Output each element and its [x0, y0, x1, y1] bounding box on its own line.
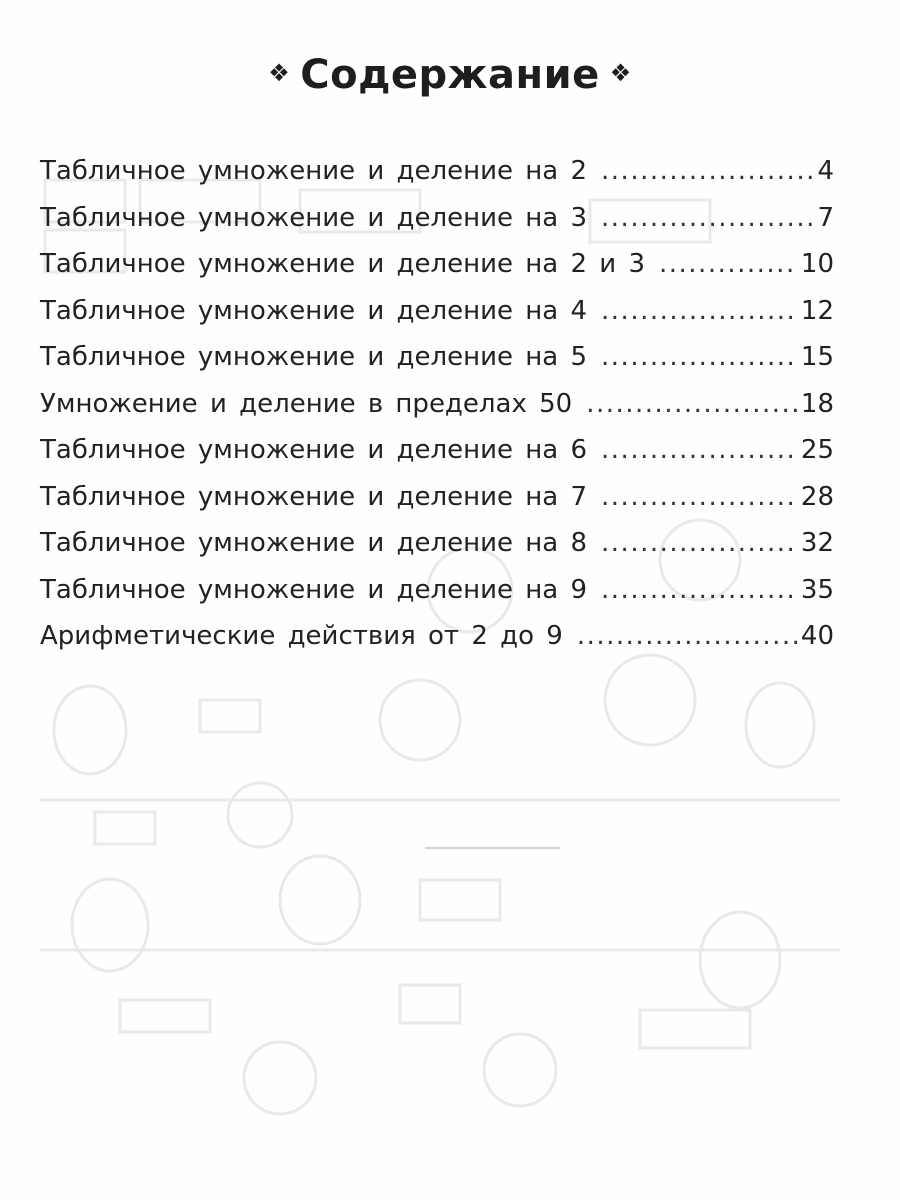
toc-heading [0, 52, 900, 98]
toc-entry [40, 427, 834, 474]
dot-leader [601, 427, 797, 474]
toc-entry-page: 15 [800, 342, 834, 372]
toc-entry [40, 148, 834, 195]
dot-leader [577, 613, 797, 660]
toc-entry-title: Умножение и деление в пределах 50 [40, 388, 573, 419]
toc-entry-page: 10 [800, 249, 834, 279]
page-title: Содержание [300, 52, 600, 98]
toc-entry-title: Табличное умножение и деление на 6 [40, 435, 588, 465]
dot-leader [601, 288, 797, 335]
diamond-ornament-icon: ❖ [609, 59, 632, 87]
dot-leader [659, 241, 797, 288]
toc-entry-page: 4 [817, 156, 834, 186]
dot-leader [601, 520, 797, 567]
toc-entry-title: Табличное умножение и деление на 2 [40, 156, 588, 186]
table-of-contents [40, 148, 834, 660]
toc-entry-page: 32 [800, 528, 834, 558]
toc-entry-title: Табличное умножение и деление на 2 и 3 [40, 249, 645, 279]
toc-entry-page: 25 [800, 435, 834, 465]
toc-entry-title: Табличное умножение и деление на 4 [40, 295, 588, 326]
dot-leader [601, 334, 797, 381]
toc-entry [40, 613, 834, 660]
toc-entry [40, 334, 834, 381]
toc-entry [40, 195, 834, 242]
toc-entry [40, 288, 834, 335]
dot-leader [601, 567, 797, 614]
dot-leader [601, 474, 797, 521]
toc-entry-page: 12 [800, 295, 834, 326]
toc-entry-page: 35 [800, 574, 834, 605]
toc-entry-title: Табличное умножение и деление на 3 [40, 202, 588, 233]
toc-entry-page: 28 [800, 481, 834, 512]
toc-entry [40, 381, 834, 428]
dot-leader [601, 195, 813, 242]
toc-entry-title: Арифметические действия от 2 до 9 [40, 621, 563, 651]
toc-entry [40, 474, 834, 521]
toc-entry-title: Табличное умножение и деление на 5 [40, 342, 588, 372]
dot-leader [586, 381, 797, 428]
toc-entry [40, 241, 834, 288]
toc-entry-page: 7 [817, 202, 834, 233]
toc-entry-title: Табличное умножение и деление на 9 [40, 574, 588, 605]
toc-entry [40, 520, 834, 567]
diamond-ornament-icon: ❖ [268, 59, 291, 87]
toc-entry-title: Табличное умножение и деление на 8 [40, 528, 588, 558]
toc-entry [40, 567, 834, 614]
toc-entry-page: 40 [800, 621, 834, 651]
toc-entry-title: Табличное умножение и деление на 7 [40, 481, 588, 512]
toc-entry-page: 18 [800, 388, 834, 419]
dot-leader [601, 148, 813, 195]
